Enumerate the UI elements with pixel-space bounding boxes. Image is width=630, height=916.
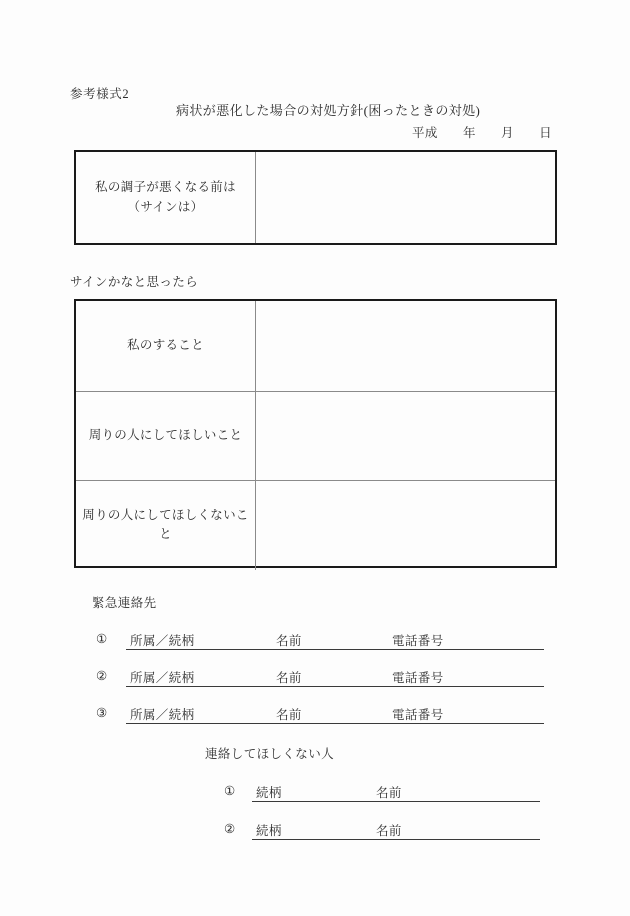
early-sign-label-main: 私の調子が悪くなる前は [95, 180, 236, 195]
emergency-contact-row-1 [96, 630, 544, 650]
table-row [76, 391, 555, 481]
emergency-contact-row-2 [96, 667, 544, 687]
table-row [76, 480, 555, 570]
row-marker: ① [224, 784, 236, 798]
relation-label: 続柄 [256, 824, 282, 838]
date-day-label: 日 [539, 126, 552, 140]
table-row [76, 152, 555, 243]
table-row [76, 301, 555, 391]
emergency-contact-row-3 [96, 704, 544, 724]
form-code: 参考様式2 [70, 87, 130, 101]
relation-label: 続柄 [256, 786, 282, 800]
my-actions-entry-cell[interactable] [256, 301, 555, 391]
row-marker: ③ [96, 706, 108, 720]
name-label: 名前 [376, 824, 402, 838]
date-year-label: 年 [462, 126, 476, 140]
name-label: 名前 [276, 708, 302, 722]
sign-section-caption: サインかなと思ったら [70, 275, 199, 289]
early-sign-label-cell [76, 152, 256, 243]
name-label: 名前 [276, 671, 302, 685]
phone-label: 電話番号 [392, 708, 444, 722]
others-avoid-label-cell: 周りの人にしてほしくないこと [76, 481, 256, 570]
early-sign-label-sub: （サインは） [127, 199, 204, 214]
affiliation-label: 所属／続柄 [130, 671, 195, 685]
affiliation-label: 所属／続柄 [130, 634, 195, 648]
document-title: 病状が悪化した場合の対処方針(困ったときの対処) [176, 103, 481, 118]
emergency-contacts-caption: 緊急連絡先 [92, 596, 157, 610]
date-month-label: 月 [501, 126, 514, 140]
phone-label: 電話番号 [392, 634, 444, 648]
my-actions-label-cell: 私のすること [76, 301, 256, 391]
others-do-entry-cell[interactable] [256, 392, 555, 481]
early-sign-table [74, 150, 557, 245]
date-era: 平成 [412, 126, 438, 140]
row-marker: ② [96, 669, 108, 683]
do-not-contact-row-2 [224, 820, 540, 840]
row-marker: ① [96, 632, 108, 646]
date-line [412, 123, 552, 141]
others-do-label-cell: 周りの人にしてほしいこと [76, 392, 256, 481]
do-not-contact-caption: 連絡してほしくない人 [205, 747, 335, 761]
affiliation-label: 所属／続柄 [130, 708, 195, 722]
name-label: 名前 [376, 786, 402, 800]
do-not-contact-row-1 [224, 782, 540, 802]
name-label: 名前 [276, 634, 302, 648]
others-avoid-entry-cell[interactable] [256, 481, 555, 570]
row-marker: ② [224, 822, 236, 836]
sign-actions-table [74, 299, 557, 568]
early-sign-entry-cell[interactable] [256, 152, 555, 243]
phone-label: 電話番号 [392, 671, 444, 685]
